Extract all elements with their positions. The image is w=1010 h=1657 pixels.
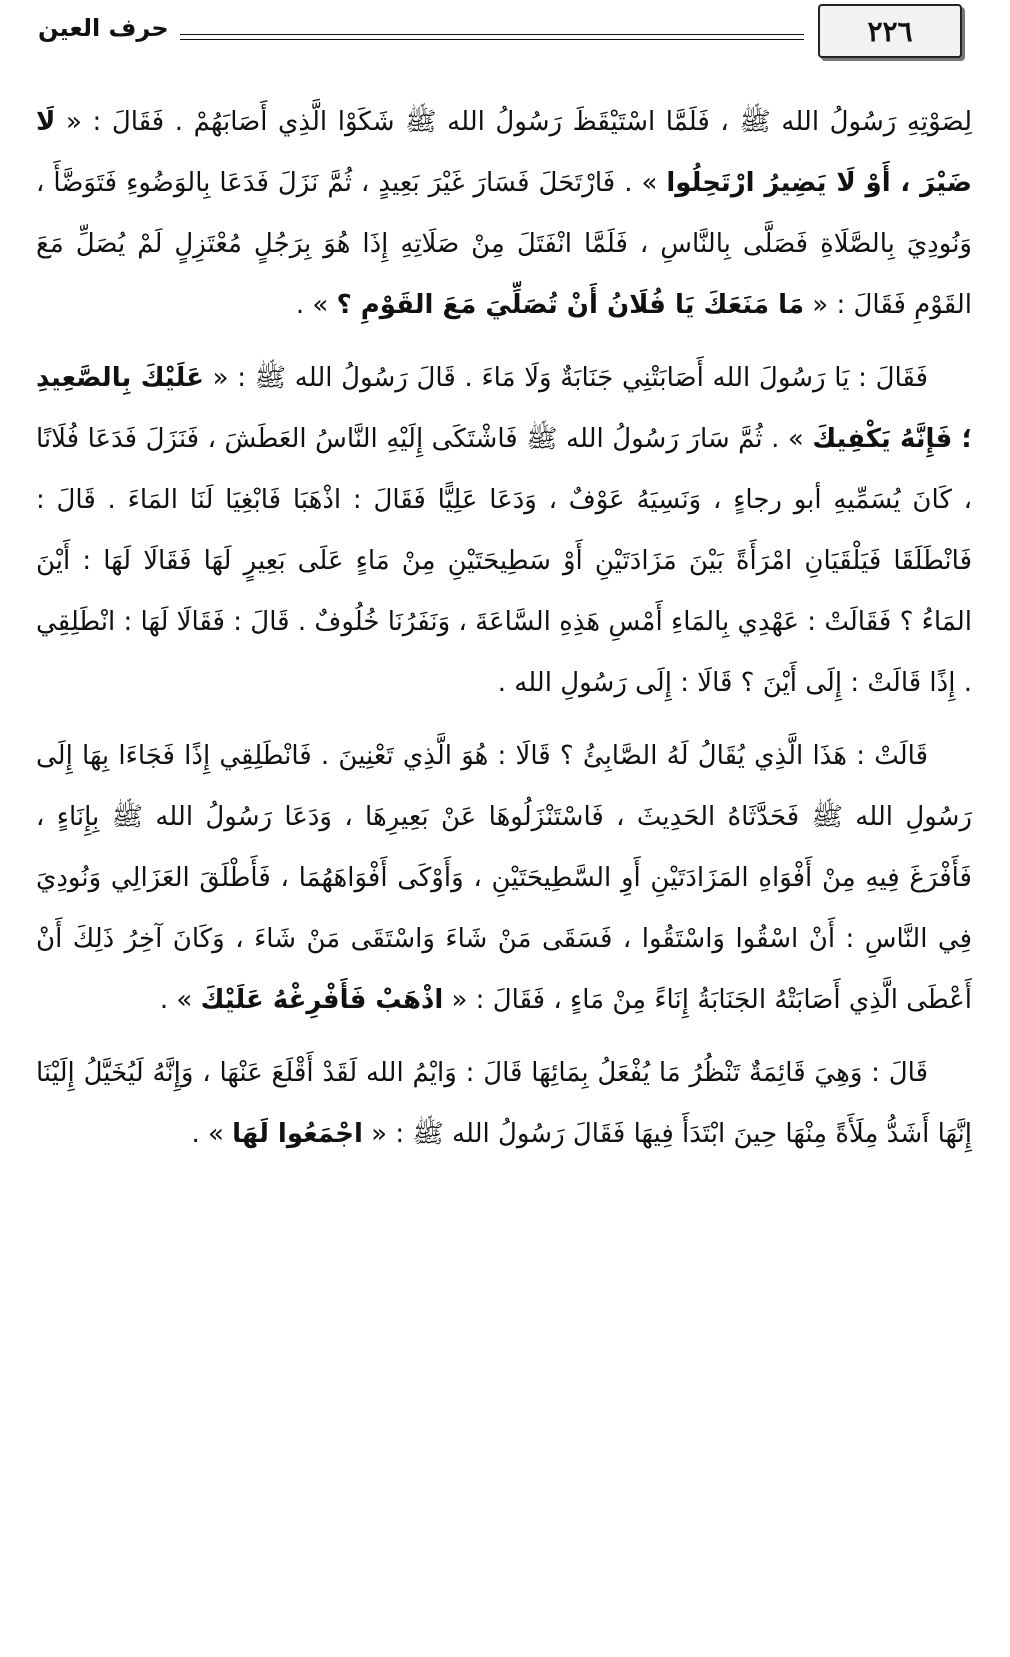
page-content bbox=[36, 92, 972, 1177]
chapter-title: حرف العين bbox=[38, 14, 169, 42]
hadith-quote: اجْمَعُوا لَهَا bbox=[232, 1119, 363, 1149]
hadith-quote: لَا ضَيْرَ ، أَوْ لَا يَضِيرُ ارْتَحِلُوا bbox=[36, 107, 972, 198]
narrative-text: » . bbox=[191, 1119, 233, 1149]
hadith-quote: مَا مَنَعَكَ يَا فُلَانُ أَنْ تُصَلِّيَ مَعَ القَوْمِ ؟ bbox=[336, 290, 805, 320]
hadith-quote: اذْهَبْ فَأَفْرِغْهُ عَلَيْكَ bbox=[200, 985, 444, 1015]
paragraph bbox=[36, 92, 972, 336]
paragraph bbox=[36, 1043, 972, 1165]
narrative-text: » . ثُمَّ سَارَ رَسُولُ الله ﷺ فَاشْتَكَى إِلَيْهِ النَّاسُ العَطَشَ ، فَنَزَلَ فَدَعَا فُلَانًا ، كَانَ يُسَمِّيهِ أبو رجاءٍ ، وَنَسِيَهُ عَوْفٌ ، وَدَعَا عَلِيًّا فَقَالَ : اذْهَبَا فَابْغِيَا لَنَا المَاءَ . قَالَ : فَانْطَلَقَا فَيَلْقَيَانِ امْرَأَةً بَيْنَ مَزَادَتَيْنِ أَوْ سَطِيحَتَيْنِ مِنْ مَاءٍ عَلَى بَعِيرٍ لَهَا فَقَالَا لَهَا : أَيْنَ المَاءُ ؟ فَقَالَتْ : عَهْدِي بِالمَاءِ أَمْسِ هَذِهِ السَّاعَةَ ، وَنَفَرُنَا خُلُوفٌ . قَالَ : فَقَالَا لَهَا : انْطَلِقِي . إِذًا قَالَتْ : إِلَى أَيْنَ ؟ قَالَا : إِلَى رَسُولِ الله . bbox=[36, 424, 972, 698]
paragraph bbox=[36, 726, 972, 1031]
narrative-text: فَقَالَ : يَا رَسُولَ الله أَصَابَتْنِي جَنَابَةٌ وَلَا مَاءَ . قَالَ رَسُولُ الله ﷺ : « bbox=[203, 363, 928, 393]
hadith-quote: عَلَيْكَ بِالصَّعِيدِ ؛ فَإِنَّهُ يَكْفِيكَ bbox=[36, 363, 972, 454]
page-number: ٢٢٦ bbox=[818, 4, 962, 58]
narrative-text: » . bbox=[295, 290, 337, 320]
header-rule-second bbox=[180, 39, 804, 40]
page-header bbox=[0, 0, 1010, 70]
narrative-text: » . bbox=[159, 985, 201, 1015]
paragraph bbox=[36, 348, 972, 714]
narrative-text: قَالَ : وَهِيَ قَائِمَةٌ تَنْظُرُ مَا يُفْعَلُ بِمَائِهَا قَالَ : وَايْمُ الله لَقَدْ أَقْلَعَ عَنْهَا ، وَإِنَّهُ لَيُخَيَّلُ إِلَيْنَا إِنَّهَا أَشَدُّ مِلَأَةً مِنْهَا حِينَ ابْتَدَأَ فِيهَا فَقَالَ رَسُولُ الله ﷺ : « bbox=[36, 1058, 972, 1149]
narrative-text: لِصَوْتِهِ رَسُولُ الله ﷺ ، فَلَمَّا اسْتَيْقَظَ رَسُولُ الله ﷺ شَكَوْا الَّذِي أَصَابَهُمْ . فَقَالَ : « bbox=[55, 107, 972, 137]
narrative-text: قَالَتْ : هَذَا الَّذِي يُقَالُ لَهُ الصَّابِئُ ؟ قَالَا : هُوَ الَّذِي تَعْنِينَ . فَانْطَلِقِي إِذًا فَجَاءَا بِهَا إِلَى رَسُولِ الله ﷺ فَحَدَّثَاهُ الحَدِيثَ ، فَاسْتَنْزَلُوهَا عَنْ بَعِيرِهَا ، وَدَعَا رَسُولُ الله ﷺ بِإِنَاءٍ ، فَأَفْرَغَ فِيهِ مِنْ أَفْوَاهِ المَزَادَتَيْنِ أَوِ السَّطِيحَتَيْنِ ، وَأَوْكَى أَفْوَاهَهُمَا ، فَأَطْلَقَ العَزَالِي وَنُودِيَ فِي النَّاسِ : أَنْ اسْقُوا وَاسْتَقُوا ، فَسَقَى مَنْ شَاءَ وَاسْتَقَى مَنْ شَاءَ ، وَكَانَ آخِرُ ذَلِكَ أَنْ أَعْطَى الَّذِي أَصَابَتْهُ الجَنَابَةُ إِنَاءً مِنْ مَاءٍ ، فَقَالَ : « bbox=[36, 741, 972, 1015]
narrative-text: » . فَارْتَحَلَ فَسَارَ غَيْرَ بَعِيدٍ ، ثُمَّ نَزَلَ فَدَعَا بِالوَضُوءِ فَتَوَضَّأَ ، وَنُودِيَ بِالصَّلَاةِ فَصَلَّى بِالنَّاسِ ، فَلَمَّا انْفَتَلَ مِنْ صَلَاتِهِ إِذَا هُوَ بِرَجُلٍ مُعْتَزِلٍ لَمْ يُصَلِّ مَعَ القَوْمِ فَقَالَ : « bbox=[36, 168, 972, 320]
header-rule bbox=[180, 34, 804, 35]
